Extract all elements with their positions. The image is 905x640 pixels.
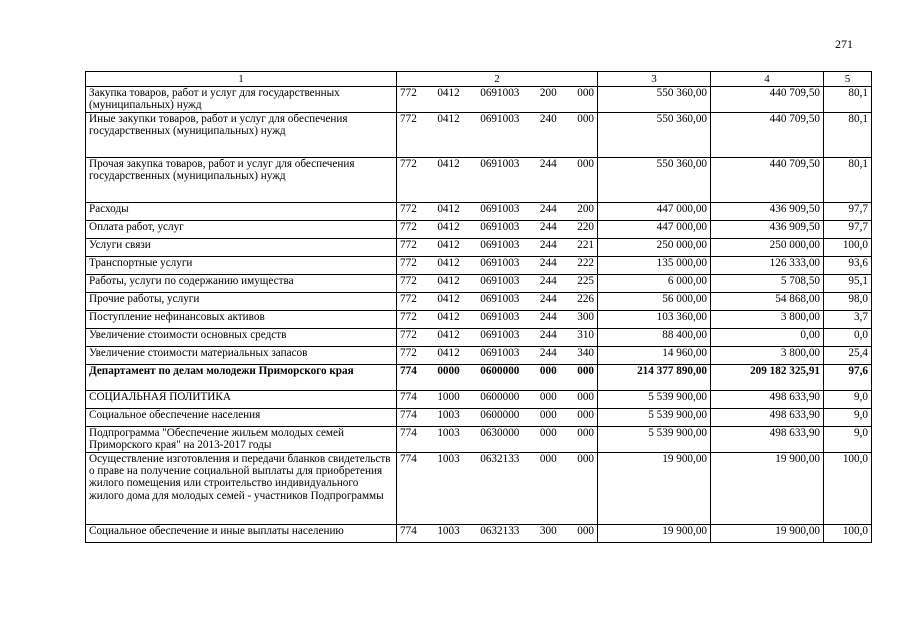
code-group: [400, 365, 594, 377]
code-section: 0412: [437, 347, 460, 359]
code-group: [400, 87, 594, 99]
code-target: 0691003: [480, 87, 520, 99]
code-type: 000: [539, 453, 557, 465]
code-section: 1003: [437, 525, 460, 537]
table-row: [86, 409, 872, 427]
code-admin: 772: [400, 347, 417, 359]
code-section: 1000: [437, 391, 460, 403]
row-col5: 100,0: [824, 239, 872, 257]
row-name: Работы, услуги по содержанию имущества: [86, 275, 397, 293]
code-target: 0691003: [480, 293, 520, 305]
row-col5: 95,1: [824, 275, 872, 293]
budget-table: [85, 71, 872, 543]
code-section: 0412: [437, 239, 460, 251]
code-group: [400, 275, 594, 287]
row-col5: 100,0: [824, 453, 872, 525]
row-col5: 97,7: [824, 203, 872, 221]
code-group: [400, 158, 594, 170]
row-col3: 5 539 900,00: [598, 391, 711, 409]
code-group: [400, 257, 594, 269]
row-col5: 100,0: [824, 525, 872, 543]
code-admin: 774: [400, 427, 417, 439]
row-col5: 9,0: [824, 427, 872, 453]
row-code: [397, 391, 598, 409]
code-type: 244: [539, 257, 557, 269]
row-name: Увеличение стоимости материальных запасов: [86, 347, 397, 365]
code-target: 0632133: [480, 525, 520, 537]
code-section: 0412: [437, 329, 460, 341]
row-code: [397, 409, 598, 427]
row-name: Прочие работы, услуги: [86, 293, 397, 311]
code-type: 244: [539, 239, 557, 251]
code-type: 000: [539, 427, 557, 439]
table-row: [86, 113, 872, 158]
code-target: 0600000: [480, 409, 520, 421]
row-col3: 5 539 900,00: [598, 409, 711, 427]
row-name: Иные закупки товаров, работ и услуг для обеспечения государственных (муниципальных) нужд: [86, 113, 397, 158]
code-section: 0412: [437, 87, 460, 99]
code-target: 0630000: [480, 427, 520, 439]
code-admin: 774: [400, 409, 417, 421]
row-col4: 250 000,00: [711, 239, 824, 257]
row-col5: 80,1: [824, 113, 872, 158]
code-group: [400, 525, 594, 537]
code-type: 000: [539, 365, 557, 377]
table-row: [86, 311, 872, 329]
row-code: [397, 87, 598, 113]
code-group: [400, 409, 594, 421]
code-kosgu: 226: [577, 293, 594, 305]
code-type: 244: [539, 203, 557, 215]
row-code: [397, 275, 598, 293]
code-type: 244: [539, 221, 557, 233]
row-col3: 19 900,00: [598, 525, 711, 543]
code-target: 0691003: [480, 158, 520, 170]
row-col3: 550 360,00: [598, 113, 711, 158]
code-type: 200: [539, 87, 557, 99]
code-admin: 772: [400, 329, 417, 341]
row-code: [397, 221, 598, 239]
code-target: 0691003: [480, 311, 520, 323]
row-col4: 436 909,50: [711, 221, 824, 239]
code-admin: 774: [400, 525, 417, 537]
row-col3: 550 360,00: [598, 87, 711, 113]
code-target: 0632133: [480, 453, 520, 465]
code-kosgu: 220: [577, 221, 594, 233]
table-row: [86, 293, 872, 311]
row-name: Прочая закупка товаров, работ и услуг для обеспечения государственных (муниципальных) нужд: [86, 158, 397, 203]
row-code: [397, 347, 598, 365]
row-col5: 3,7: [824, 311, 872, 329]
row-col3: 250 000,00: [598, 239, 711, 257]
table-row: [86, 329, 872, 347]
code-admin: 774: [400, 453, 417, 465]
code-group: [400, 221, 594, 233]
code-admin: 774: [400, 365, 417, 377]
row-name: Услуги связи: [86, 239, 397, 257]
code-type: 244: [539, 347, 557, 359]
code-type: 244: [539, 275, 557, 287]
row-col4: 436 909,50: [711, 203, 824, 221]
code-admin: 772: [400, 257, 417, 269]
row-col4: 19 900,00: [711, 453, 824, 525]
code-target: 0691003: [480, 275, 520, 287]
row-col5: 93,6: [824, 257, 872, 275]
row-code: [397, 525, 598, 543]
row-col3: 88 400,00: [598, 329, 711, 347]
row-col4: 3 800,00: [711, 311, 824, 329]
row-col4: 440 709,50: [711, 87, 824, 113]
code-group: [400, 203, 594, 215]
row-col3: 447 000,00: [598, 203, 711, 221]
row-name: Департамент по делам молодежи Приморского края: [86, 365, 397, 391]
row-name: Транспортные услуги: [86, 257, 397, 275]
row-col3: 447 000,00: [598, 221, 711, 239]
table-row: [86, 87, 872, 113]
code-section: 0000: [437, 365, 460, 377]
code-kosgu: 000: [577, 158, 594, 170]
row-col5: 97,7: [824, 221, 872, 239]
code-admin: 774: [400, 391, 417, 403]
code-type: 000: [539, 409, 557, 421]
table-row: [86, 221, 872, 239]
code-kosgu: 222: [577, 257, 594, 269]
code-section: 1003: [437, 427, 460, 439]
code-kosgu: 000: [577, 391, 594, 403]
table-row: [86, 453, 872, 525]
code-target: 0600000: [480, 391, 520, 403]
code-admin: 772: [400, 113, 417, 125]
code-type: 244: [539, 158, 557, 170]
row-col4: 498 633,90: [711, 391, 824, 409]
row-col5: 98,0: [824, 293, 872, 311]
code-type: 300: [539, 525, 557, 537]
row-col5: 97,6: [824, 365, 872, 391]
row-code: [397, 239, 598, 257]
row-name: Расходы: [86, 203, 397, 221]
code-section: 0412: [437, 293, 460, 305]
code-type: 244: [539, 293, 557, 305]
code-group: [400, 329, 594, 341]
table-row: [86, 525, 872, 543]
row-col3: 6 000,00: [598, 275, 711, 293]
row-code: [397, 453, 598, 525]
row-name: Оплата работ, услуг: [86, 221, 397, 239]
code-kosgu: 000: [577, 453, 594, 465]
code-section: 0412: [437, 113, 460, 125]
code-group: [400, 113, 594, 125]
code-type: 244: [539, 329, 557, 341]
code-section: 0412: [437, 257, 460, 269]
row-code: [397, 427, 598, 453]
code-kosgu: 225: [577, 275, 594, 287]
row-col3: 135 000,00: [598, 257, 711, 275]
row-col4: 498 633,90: [711, 409, 824, 427]
code-kosgu: 200: [577, 203, 594, 215]
row-col5: 80,1: [824, 87, 872, 113]
table-row: [86, 347, 872, 365]
code-target: 0691003: [480, 239, 520, 251]
code-admin: 772: [400, 239, 417, 251]
code-section: 0412: [437, 311, 460, 323]
code-section: 1003: [437, 453, 460, 465]
code-kosgu: 000: [577, 365, 594, 377]
row-col4: 209 182 325,91: [711, 365, 824, 391]
row-code: [397, 158, 598, 203]
row-col5: 80,1: [824, 158, 872, 203]
row-code: [397, 113, 598, 158]
code-kosgu: 000: [577, 427, 594, 439]
row-col4: 3 800,00: [711, 347, 824, 365]
page-number: 271: [835, 37, 853, 51]
row-col5: 25,4: [824, 347, 872, 365]
code-section: 0412: [437, 275, 460, 287]
row-name: Осуществление изготовления и передачи бланков свидетельств о праве на получение социальной выплаты для приобретения жилого помещения или строительство индивидуального жилого дома для молодых семей - участников Подпрограммы: [86, 453, 397, 525]
header-row: [86, 72, 872, 87]
code-section: 1003: [437, 409, 460, 421]
code-target: 0691003: [480, 257, 520, 269]
code-group: [400, 239, 594, 251]
row-col3: 19 900,00: [598, 453, 711, 525]
code-group: [400, 293, 594, 305]
row-col4: 498 633,90: [711, 427, 824, 453]
row-col3: 5 539 900,00: [598, 427, 711, 453]
table-row: [86, 158, 872, 203]
row-name: Социальное обеспечение населения: [86, 409, 397, 427]
row-col3: 550 360,00: [598, 158, 711, 203]
code-admin: 772: [400, 87, 417, 99]
code-section: 0412: [437, 158, 460, 170]
row-col4: 126 333,00: [711, 257, 824, 275]
row-col4: 5 708,50: [711, 275, 824, 293]
table-row: [86, 239, 872, 257]
header-col-4: 4: [711, 72, 824, 87]
row-col4: 54 868,00: [711, 293, 824, 311]
header-col-3: 3: [598, 72, 711, 87]
row-name: Социальное обеспечение и иные выплаты населению: [86, 525, 397, 543]
row-name: Подпрограмма "Обеспечение жильем молодых семей Приморского края" на 2013-2017 годы: [86, 427, 397, 453]
code-admin: 772: [400, 275, 417, 287]
table-row: [86, 275, 872, 293]
code-admin: 772: [400, 293, 417, 305]
row-code: [397, 203, 598, 221]
row-col4: 440 709,50: [711, 113, 824, 158]
row-name: Поступление нефинансовых активов: [86, 311, 397, 329]
code-admin: 772: [400, 158, 417, 170]
code-kosgu: 000: [577, 113, 594, 125]
row-col4: 440 709,50: [711, 158, 824, 203]
code-kosgu: 000: [577, 87, 594, 99]
row-code: [397, 293, 598, 311]
code-section: 0412: [437, 221, 460, 233]
code-kosgu: 310: [577, 329, 594, 341]
code-target: 0600000: [480, 365, 520, 377]
row-col4: 19 900,00: [711, 525, 824, 543]
row-code: [397, 329, 598, 347]
table-row: [86, 257, 872, 275]
header-col-5: 5: [824, 72, 872, 87]
row-name: Увеличение стоимости основных средств: [86, 329, 397, 347]
code-kosgu: 340: [577, 347, 594, 359]
code-type: 244: [539, 311, 557, 323]
code-admin: 772: [400, 203, 417, 215]
code-target: 0691003: [480, 113, 520, 125]
row-col5: 9,0: [824, 391, 872, 409]
row-col3: 214 377 890,00: [598, 365, 711, 391]
code-target: 0691003: [480, 221, 520, 233]
code-section: 0412: [437, 203, 460, 215]
row-col3: 103 360,00: [598, 311, 711, 329]
code-admin: 772: [400, 311, 417, 323]
row-name: СОЦИАЛЬНАЯ ПОЛИТИКА: [86, 391, 397, 409]
code-kosgu: 000: [577, 525, 594, 537]
code-kosgu: 000: [577, 409, 594, 421]
table-row: [86, 365, 872, 391]
row-col3: 56 000,00: [598, 293, 711, 311]
table-row: [86, 427, 872, 453]
code-target: 0691003: [480, 203, 520, 215]
code-type: 240: [539, 113, 557, 125]
row-col5: 9,0: [824, 409, 872, 427]
header-col-2: 2: [397, 72, 598, 87]
code-target: 0691003: [480, 329, 520, 341]
table-row: [86, 391, 872, 409]
row-col4: 0,00: [711, 329, 824, 347]
code-kosgu: 300: [577, 311, 594, 323]
code-target: 0691003: [480, 347, 520, 359]
code-admin: 772: [400, 221, 417, 233]
table-row: [86, 203, 872, 221]
code-type: 000: [539, 391, 557, 403]
code-group: [400, 453, 594, 465]
code-group: [400, 391, 594, 403]
code-group: [400, 311, 594, 323]
row-col3: 14 960,00: [598, 347, 711, 365]
header-col-1: 1: [86, 72, 397, 87]
row-code: [397, 311, 598, 329]
row-code: [397, 257, 598, 275]
code-group: [400, 347, 594, 359]
row-col5: 0,0: [824, 329, 872, 347]
row-code: [397, 365, 598, 391]
table-body: [86, 87, 872, 543]
row-name: Закупка товаров, работ и услуг для государственных (муниципальных) нужд: [86, 87, 397, 113]
code-group: [400, 427, 594, 439]
code-kosgu: 221: [577, 239, 594, 251]
